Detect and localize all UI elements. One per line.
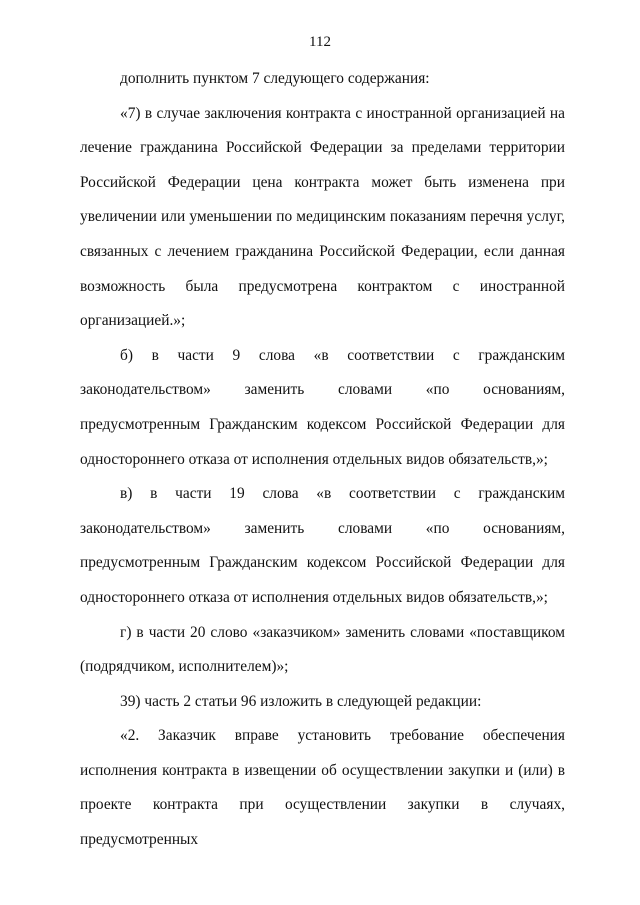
paragraph-item-v: в) в части 19 слова «в соответствии с гражданским законодательством» заменить словами «по основаниям, предусмотренным Гражданским кодексом Российской Федерации для одностороннего отказа от исполнения отдельных видов обязательств,»; [80,485,565,606]
page-number: 112 [309,34,331,50]
paragraph-item-7: «7) в случае заключения контракта с иностранной организацией на лечение гражданина Российской Федерации за пределами территории Российской Федерации цена контракта может быть изменена при увеличении или уменьшении по медицинским показаниям перечня услуг, связанных с лечением гражданина Российской Федерации, если данная возможность была предусмотрена контрактом с иностранной организацией.»; [80,104,565,330]
paragraph-item-b: б) в части 9 слова «в соответствии с гражданским законодательством» заменить словами «по основаниям, предусмотренным Гражданским кодексом Российской Федерации для одностороннего отказа от исполнения отдельных видов обязательств,»; [80,346,565,468]
paragraph-article-96-part-2: «2. Заказчик вправе установить требование обеспечения исполнения контракта в извещении об осуществлении закупки и (или) в проекте контракта при осуществлении закупки в случаях, предусмотренных [80,727,565,849]
paragraph-intro: дополнить пунктом 7 следующего содержания: [120,70,430,87]
paragraph-item-g: г) в части 20 слово «заказчиком» заменить словами «поставщиком (подрядчиком, исполнителем)»; [80,623,565,676]
document-body [80,62,565,858]
paragraph-item-39: 39) часть 2 статьи 96 изложить в следующей редакции: [120,692,482,710]
